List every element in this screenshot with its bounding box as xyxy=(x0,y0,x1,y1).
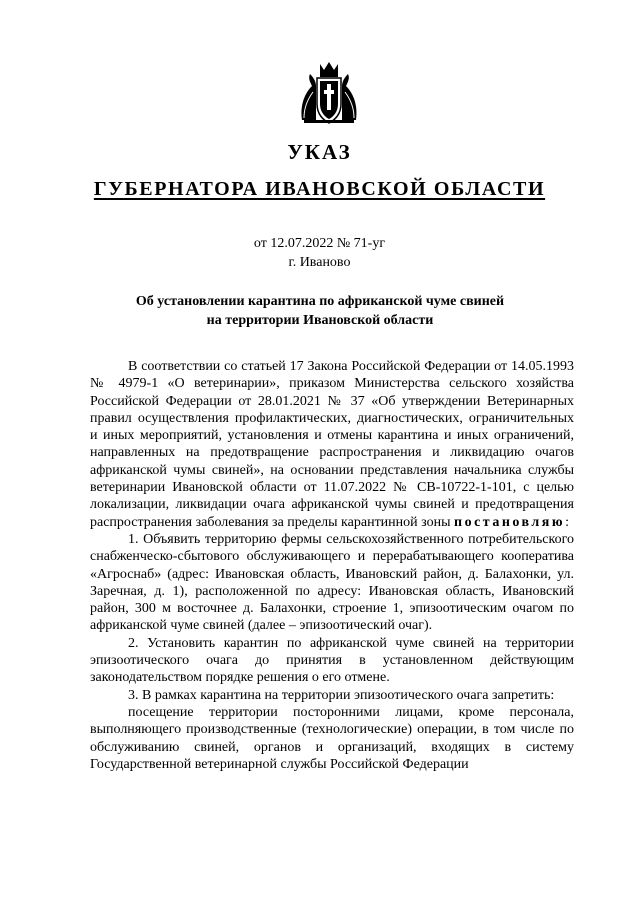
preamble-text: В соответствии со статьей 17 Закона Российской Федерации от 14.05.1993 № 4979-1 «О ветеринарии», приказом Министерства сельского хозяйства Российской Федерации от 28.01.2021 № 37 «Об утверждении Ветеринарных правил осуществления профилактических, диагностических, ограничительных и иных мероприятий, установления и отмены карантина и иных ограничений, направленных на предотвращение распространения и ликвидацию очагов африканской чумы свиней», на основании представления начальника службы ветеринарии Ивановской области от 11.07.2022 № СВ-10722-1-101, с целью локализации, ликвидации очага африканской чумы свиней и предотвращения распространения заболевания за пределы карантинной зоны xyxy=(90,359,574,530)
subject-line-2: на территории Ивановской области xyxy=(206,313,434,328)
document-type-title: УКАЗ xyxy=(287,140,352,164)
document-date-number: от 12.07.2022 № 71-уг xyxy=(253,236,386,251)
coat-of-arms-icon xyxy=(298,60,360,126)
issuing-authority-title xyxy=(0,178,639,201)
subject-line-1: Об установлении карантина по африканской чуме свиней xyxy=(135,294,505,309)
preamble-paragraph xyxy=(90,358,574,531)
item-1-paragraph: 1. Объявить территорию фермы сельскохозяйственного потребительского снабженческо-сбытового обслуживающего и перерабатывающего кооператива «Агроснаб» (адрес: Ивановская область, Ивановский район, д. Балахонки, ул. Заречная, д. 1), расположенной по адресу: Ивановская область, Ивановский район, 300 м восточнее д. Балахонки, строение 1, эпизоотическим очагом по африканской чуме свиней (далее – эпизоотический очаг). xyxy=(90,531,574,634)
item-3-paragraph: 3. В рамках карантина на территории эпизоотического очага запретить: xyxy=(128,687,555,703)
decree-colon: : xyxy=(565,514,569,530)
document-body xyxy=(90,358,574,773)
item-2-paragraph: 2. Установить карантин по африканской чуме свиней на территории эпизоотического очага до принятия в установленном действующим законодательством порядке решения о его отмене. xyxy=(90,635,574,686)
item-3-subitem-paragraph: посещение территории посторонними лицами, кроме персонала, выполняющего производственные (технологические) операции, в том числе по обслуживанию свиней, органов и организаций, входящих в систему Государственной ветеринарной службы Российской Федерации xyxy=(90,704,574,772)
issuing-authority-text: ГУБЕРНАТОРА ИВАНОВСКОЙ ОБЛАСТИ xyxy=(93,178,546,200)
decree-word: постановляю xyxy=(454,514,566,530)
document-subject xyxy=(90,292,550,330)
document-city: г. Иваново xyxy=(288,255,351,270)
